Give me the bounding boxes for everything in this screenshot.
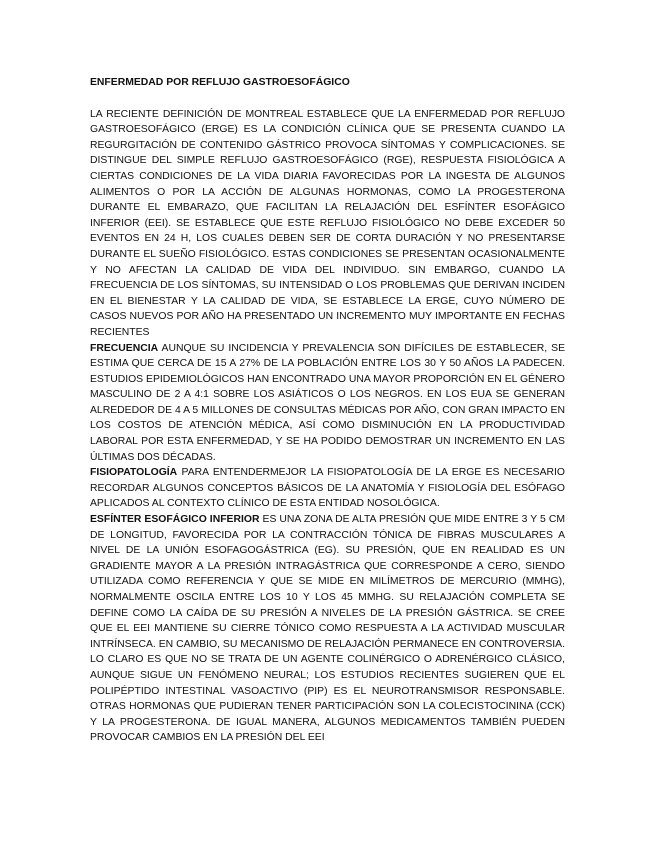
intro-paragraph: LA RECIENTE DEFINICIÓN DE MONTREAL ESTABLECE QUE LA ENFERMEDAD POR REFLUJO GASTROESOFÁGICO (ERGE) ES LA CONDICIÓN CLÍNICA QUE SE PRESENTA CUANDO LA REGURGITACIÓN DE CONTENIDO GÁSTRICO PROVOCA SÍNTOMAS Y COMPLICACIONES. SE DISTINGUE DEL SIMPLE REFLUJO GASTROESOFÁGICO (RGE), RESPUESTA FISIOLÓGICA A CIERTAS CONDICIONES DE LA VIDA DIARIA FAVORECIDAS POR LA INGESTA DE ALGUNOS ALIMENTOS O POR LA ACCIÓN DE ALGUNAS HORMONAS, COMO LA PROGESTERONA DURANTE EL EMBARAZO, QUE FACILITAN LA RELAJACIÓN DEL ESFÍNTER ESOFÁGICO INFERIOR (EEI). SE ESTABLECE QUE ESTE REFLUJO FISIOLÓGICO NO DEBE EXCEDER 50 EVENTOS EN 24 H, LOS CUALES DEBEN SER DE CORTA DURACIÓN Y NO PRESENTARSE DURANTE EL SUEÑO FISIOLÓGICO. ESTAS CONDICIONES SE PRESENTAN OCASIONALMENTE Y NO AFECTAN LA CALIDAD DE VIDA DEL INDIVIDUO. SIN EMBARGO, CUANDO LA FRECUENCIA DE LOS SÍNTOMAS, SU INTENSIDAD O LOS PROBLEMAS QUE DERIVAN INCIDEN EN EL BIENESTAR Y LA CALIDAD DE VIDA, SE ESTABLECE LA ERGE, CUYO NÚMERO DE CASOS NUEVOS POR AÑO HA PRESENTADO UN INCREMENTO MUY IMPORTANTE EN FECHAS RECIENTES <box>90 108 565 338</box>
section-text-frecuencia: AUNQUE SU INCIDENCIA Y PREVALENCIA SON DIFÍCILES DE ESTABLECER, SE ESTIMA QUE CERCA DE 15 A 27% DE LA POBLACIÓN ENTRE LOS 30 Y 50 AÑOS LA PADECEN. ESTUDIOS EPIDEMIOLÓGICOS HAN ENCONTRADO UNA MAYOR PROPORCIÓN EN EL GÉNERO MASCULINO DE 2 A 4:1 SOBRE LOS ASIÁTICOS O LOS NEGROS. EN LOS EUA SE GENERAN ALREDEDOR DE 4 A 5 MILLONES DE CONSULTAS MÉDICAS POR AÑO, CON GRAN IMPACTO EN LOS COSTOS DE ATENCIÓN MÉDICA, ASÍ COMO DISMINUCIÓN EN LA PRODUCTIVIDAD LABORAL POR ESTA ENFERMEDAD, Y SE HA PODIDO DEMOSTRAR UN INCREMENTO EN LAS ÚLTIMAS DOS DÉCADAS. <box>90 342 565 463</box>
section-text-esfinter: ES UNA ZONA DE ALTA PRESIÓN QUE MIDE ENTRE 3 Y 5 CM DE LONGITUD, FAVORECIDA POR LA CONTRACCIÓN TÓNICA DE FIBRAS MUSCULARES A NIVEL DE LA UNIÓN ESOFAGOGÁSTRICA (EG). SU PRESIÓN, QUE EN REALIDAD ES UN GRADIENTE MAYOR A LA PRESIÓN INTRAGÁSTRICA QUE CORRESPONDE A CERO, SIENDO UTILIZADA COMO REFERENCIA Y QUE SE MIDE EN MILÍMETROS DE MERCURIO (MMHG), NORMALMENTE OSCILA ENTRE LOS 10 Y LOS 45 MMHG. SU RELAJACIÓN COMPLETA SE DEFINE COMO LA CAÍDA DE SU PRESIÓN A NIVELES DE LA PRESIÓN GÁSTRICA. SE CREE QUE EL EEI MANTIENE SU CIERRE TÓNICO COMO RESPUESTA A LA ACTIVIDAD MUSCULAR INTRÍNSECA. EN CAMBIO, SU MECANISMO DE RELAJACIÓN PERMANECE EN CONTROVERSIA. LO CLARO ES QUE NO SE TRATA DE UN AGENTE COLINÉRGICO O ADRENÉRGICO CLÁSICO, AUNQUE SIGUE UN FENÓMENO NEURAL; LOS ESTUDIOS RECIENTES SUGIEREN QUE EL POLIPÉPTIDO INTESTINAL VASOACTIVO (PIP) ES EL NEUROTRANSMISOR RESPONSABLE. OTRAS HORMONAS QUE PUDIERAN TENER PARTICIPACIÓN SON LA COLECISTOCININA (CCK) Y LA PROGESTERONA. DE IGUAL MANERA, ALGUNOS MEDICAMENTOS TAMBIÉN PUEDEN PROVOCAR CAMBIOS EN LA PRESIÓN DEL EEI <box>90 514 565 744</box>
section-heading-fisiopatologia: FISIOPATOLOGÍA <box>90 467 178 479</box>
section-frecuencia <box>90 341 565 466</box>
document-title: ENFERMEDAD POR REFLUJO GASTROESOFÁGICO <box>90 77 350 88</box>
section-heading-frecuencia: FRECUENCIA <box>90 342 159 354</box>
section-esfinter <box>90 512 565 746</box>
section-heading-esfinter: ESFÍNTER ESOFÁGICO INFERIOR <box>90 514 260 526</box>
section-text-fisiopatologia: PARA ENTENDERMEJOR LA FISIOPATOLOGÍA DE LA ERGE ES NECESARIO RECORDAR ALGUNOS CONCEPTOS BÁSICOS DE LA ANATOMÍA Y FISIOLOGÍA DEL ESÓFAGO APLICADOS AL CONTEXTO CLÍNICO DE ESTA ENTIDAD NOSOLÓGICA. <box>90 467 565 510</box>
document-page <box>90 75 565 746</box>
section-fisiopatologia <box>90 465 565 512</box>
